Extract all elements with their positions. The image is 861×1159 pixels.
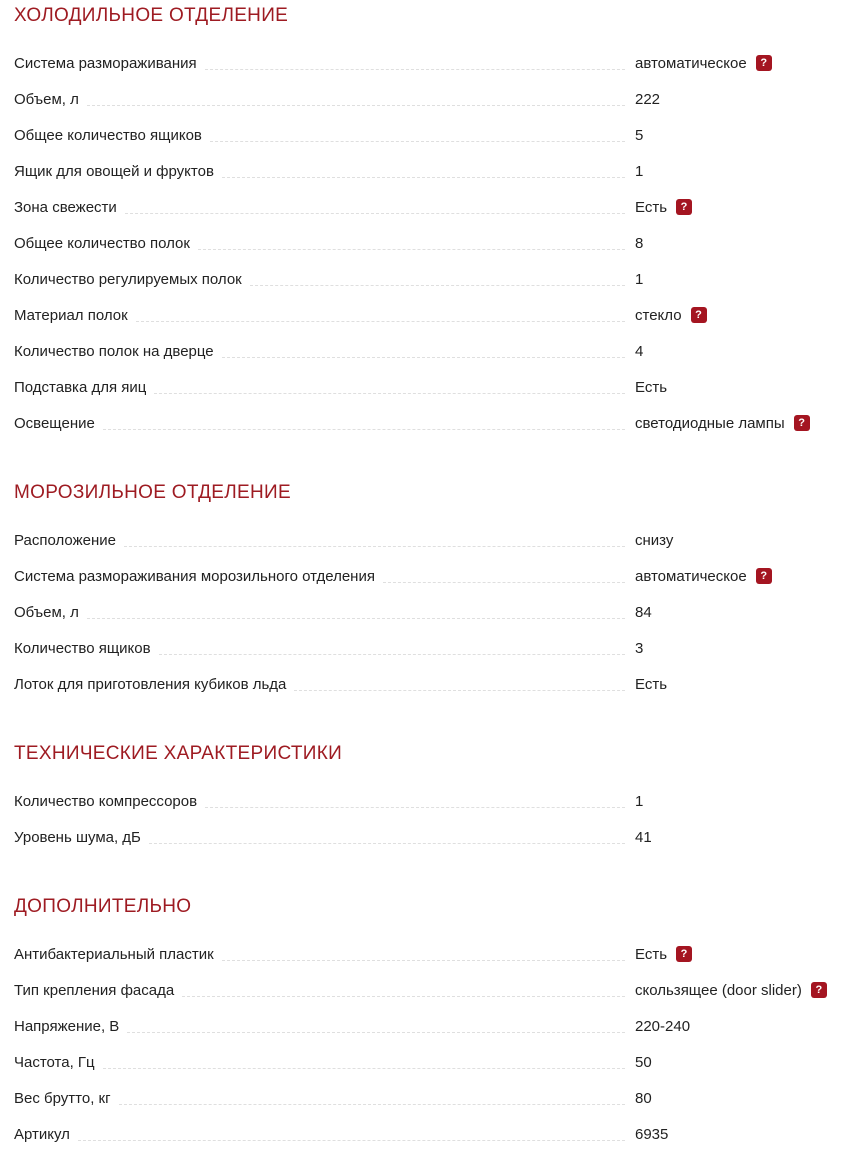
spec-value-text: 41 bbox=[635, 828, 652, 846]
dotted-leader bbox=[250, 285, 625, 286]
spec-label: Расположение bbox=[14, 531, 116, 549]
spec-value-text: Есть bbox=[635, 378, 668, 396]
spec-label: Лоток для приготовления кубиков льда bbox=[14, 675, 287, 693]
spec-value-text: 222 bbox=[635, 90, 661, 108]
spec-value-text: стекло bbox=[635, 306, 682, 324]
spec-value bbox=[635, 1054, 861, 1071]
spec-value bbox=[635, 532, 861, 549]
dotted-leader bbox=[198, 249, 625, 250]
dotted-leader bbox=[136, 321, 625, 322]
spec-row bbox=[14, 405, 861, 441]
spec-label: Общее количество полок bbox=[14, 234, 190, 252]
spec-value-text: 80 bbox=[635, 1089, 652, 1107]
spec-row bbox=[14, 81, 861, 117]
spec-label: Напряжение, В bbox=[14, 1017, 120, 1035]
dotted-leader bbox=[119, 1104, 625, 1105]
spec-section bbox=[14, 479, 861, 702]
spec-section bbox=[14, 2, 861, 441]
spec-label: Вес брутто, кг bbox=[14, 1089, 111, 1107]
spec-value bbox=[635, 640, 861, 657]
dotted-leader bbox=[205, 69, 625, 70]
spec-value-text: 50 bbox=[635, 1053, 652, 1071]
section-rows bbox=[14, 936, 861, 1152]
dotted-leader bbox=[222, 960, 625, 961]
spec-section bbox=[14, 740, 861, 855]
spec-value-text: 8 bbox=[635, 234, 644, 252]
spec-label: Количество ящиков bbox=[14, 639, 151, 657]
section-title: ТЕХНИЧЕСКИЕ ХАРАКТЕРИСТИКИ bbox=[14, 743, 343, 764]
spec-value bbox=[635, 91, 861, 108]
dotted-leader bbox=[149, 843, 625, 844]
spec-row bbox=[14, 1008, 861, 1044]
spec-row bbox=[14, 594, 861, 630]
spec-value bbox=[635, 829, 861, 846]
spec-value bbox=[635, 127, 861, 144]
dotted-leader bbox=[103, 429, 625, 430]
spec-value-text: скользящее (door slider) bbox=[635, 981, 802, 999]
spec-value bbox=[635, 604, 861, 621]
spec-label: Объем, л bbox=[14, 603, 79, 621]
spec-value bbox=[635, 982, 861, 999]
spec-value bbox=[635, 271, 861, 288]
spec-value-text: 3 bbox=[635, 639, 644, 657]
dotted-leader bbox=[383, 582, 625, 583]
spec-value-text: 6935 bbox=[635, 1125, 669, 1143]
spec-row bbox=[14, 666, 861, 702]
spec-row bbox=[14, 153, 861, 189]
spec-label: Подставка для яиц bbox=[14, 378, 147, 396]
spec-row bbox=[14, 522, 861, 558]
dotted-leader bbox=[127, 1032, 625, 1033]
spec-value-text: 84 bbox=[635, 603, 652, 621]
spec-row bbox=[14, 819, 861, 855]
help-question-icon[interactable]: ? bbox=[676, 199, 692, 215]
dotted-leader bbox=[222, 177, 625, 178]
dotted-leader bbox=[222, 357, 625, 358]
spec-row bbox=[14, 630, 861, 666]
help-question-icon[interactable]: ? bbox=[756, 568, 772, 584]
spec-row bbox=[14, 783, 861, 819]
spec-value bbox=[635, 1090, 861, 1107]
help-question-icon[interactable]: ? bbox=[691, 307, 707, 323]
dotted-leader bbox=[294, 690, 625, 691]
spec-value-text: 1 bbox=[635, 270, 644, 288]
dotted-leader bbox=[124, 546, 625, 547]
spec-value bbox=[635, 379, 861, 396]
help-question-icon[interactable]: ? bbox=[794, 415, 810, 431]
help-question-icon[interactable]: ? bbox=[756, 55, 772, 71]
spec-value bbox=[635, 793, 861, 810]
spec-row bbox=[14, 558, 861, 594]
spec-row bbox=[14, 225, 861, 261]
spec-value-text: автоматическое bbox=[635, 54, 747, 72]
spec-row bbox=[14, 333, 861, 369]
spec-value-text: светодиодные лампы bbox=[635, 414, 785, 432]
spec-label: Ящик для овощей и фруктов bbox=[14, 162, 214, 180]
spec-row bbox=[14, 297, 861, 333]
spec-label: Антибактериальный пластик bbox=[14, 945, 214, 963]
spec-label: Артикул bbox=[14, 1125, 70, 1143]
spec-value bbox=[635, 946, 861, 963]
spec-row bbox=[14, 936, 861, 972]
spec-value-text: Есть bbox=[635, 198, 668, 216]
dotted-leader bbox=[103, 1068, 625, 1069]
spec-row bbox=[14, 261, 861, 297]
spec-value bbox=[635, 1018, 861, 1035]
spec-row bbox=[14, 117, 861, 153]
spec-row bbox=[14, 189, 861, 225]
spec-value-text: 1 bbox=[635, 792, 644, 810]
dotted-leader bbox=[159, 654, 625, 655]
dotted-leader bbox=[87, 105, 625, 106]
spec-row bbox=[14, 1080, 861, 1116]
spec-value bbox=[635, 307, 861, 324]
spec-value-text: автоматическое bbox=[635, 567, 747, 585]
section-title: ДОПОЛНИТЕЛЬНО bbox=[14, 896, 192, 917]
section-title: МОРОЗИЛЬНОЕ ОТДЕЛЕНИЕ bbox=[14, 482, 291, 503]
spec-label: Частота, Гц bbox=[14, 1053, 95, 1071]
spec-label: Тип крепления фасада bbox=[14, 981, 175, 999]
spec-label: Освещение bbox=[14, 414, 95, 432]
dotted-leader bbox=[87, 618, 625, 619]
spec-value bbox=[635, 343, 861, 360]
spec-value bbox=[635, 235, 861, 252]
dotted-leader bbox=[205, 807, 625, 808]
spec-row bbox=[14, 972, 861, 1008]
spec-row bbox=[14, 1044, 861, 1080]
section-title: ХОЛОДИЛЬНОЕ ОТДЕЛЕНИЕ bbox=[14, 5, 289, 26]
spec-value-text: 220-240 bbox=[635, 1017, 691, 1035]
spec-value bbox=[635, 1126, 861, 1143]
dotted-leader bbox=[154, 393, 625, 394]
spec-value-text: 1 bbox=[635, 162, 644, 180]
spec-value bbox=[635, 568, 861, 585]
spec-label: Количество полок на дверце bbox=[14, 342, 214, 360]
help-question-icon[interactable]: ? bbox=[676, 946, 692, 962]
dotted-leader bbox=[182, 996, 625, 997]
spec-label: Общее количество ящиков bbox=[14, 126, 202, 144]
help-question-icon[interactable]: ? bbox=[811, 982, 827, 998]
spec-row bbox=[14, 45, 861, 81]
spec-label: Система размораживания морозильного отделения bbox=[14, 567, 375, 585]
spec-label: Уровень шума, дБ bbox=[14, 828, 141, 846]
spec-value-text: Есть bbox=[635, 675, 668, 693]
section-rows bbox=[14, 522, 861, 702]
spec-label: Зона свежести bbox=[14, 198, 117, 216]
spec-value bbox=[635, 163, 861, 180]
spec-value-text: Есть bbox=[635, 945, 668, 963]
spec-label: Материал полок bbox=[14, 306, 128, 324]
section-rows bbox=[14, 45, 861, 441]
spec-row bbox=[14, 369, 861, 405]
section-rows bbox=[14, 783, 861, 855]
spec-label: Количество компрессоров bbox=[14, 792, 198, 810]
spec-label: Количество регулируемых полок bbox=[14, 270, 242, 288]
spec-value-text: 4 bbox=[635, 342, 644, 360]
spec-label: Система размораживания bbox=[14, 54, 197, 72]
dotted-leader bbox=[78, 1140, 625, 1141]
dotted-leader bbox=[210, 141, 625, 142]
spec-row bbox=[14, 1116, 861, 1152]
spec-value bbox=[635, 55, 861, 72]
spec-label: Объем, л bbox=[14, 90, 79, 108]
dotted-leader bbox=[125, 213, 625, 214]
spec-value-text: снизу bbox=[635, 531, 674, 549]
spec-value-text: 5 bbox=[635, 126, 644, 144]
spec-value bbox=[635, 199, 861, 216]
spec-value bbox=[635, 415, 861, 432]
spec-section bbox=[14, 893, 861, 1152]
spec-value bbox=[635, 676, 861, 693]
